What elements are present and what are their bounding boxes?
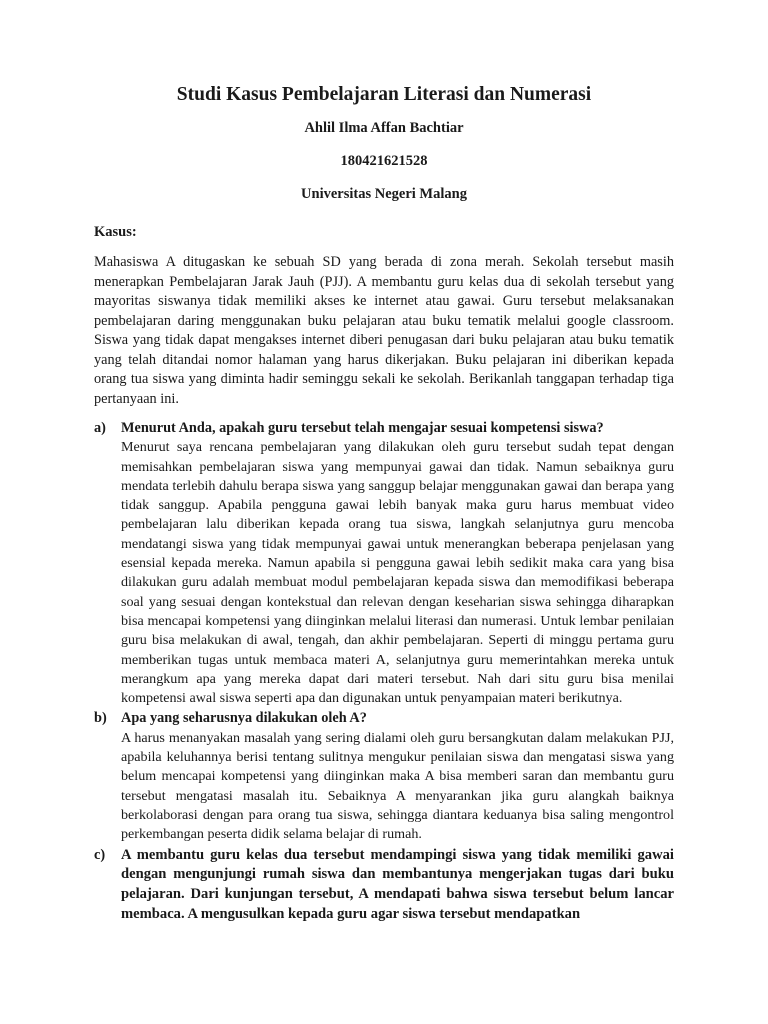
question-text: A membantu guru kelas dua tersebut mendampingi siswa yang tidak memiliki gawai dengan mengunjungi rumah siswa dan membantunya mengerjakan tugas dari buku pelajaran. Dari kunjungan tersebut, A mendapati bahwa siswa tersebut belum lancar membaca. A mengusulkan kepada guru agar siswa tersebut mendapatkan [121,846,674,922]
question-label: a) [94,420,106,436]
case-paragraph: Mahasiswa A ditugaskan ke sebuah SD yang berada di zona merah. Sekolah tersebut masih menerapkan Pembelajaran Jarak Jauh (PJJ). A membantu guru kelas dua di sekolah tersebut yang mayoritas siswanya tidak memiliki akses ke internet atau gawai. Guru tersebut melaksanakan pembelajaran daring menggunakan buku pelajaran atau buku tematik melalui google classroom. Siswa yang tidak dapat mengakses internet diberi penugasan dari buku pelajaran atau buku tematik yang telah ditandai nomor halaman yang harus dikerjakan. Buku pelajaran ini diberikan kepada orang tua siswa yang diminta hadir seminggu sekali ke sekolah. Berikanlah tanggapan terhadap tiga pertanyaan ini. [94,254,674,407]
answer-text: Menurut saya rencana pembelajaran yang dilakukan oleh guru tersebut sudah tepat dengan memisahkan pembelajaran siswa yang mempunyai gawai dan tidak. Namun sebaiknya guru mendata terlebih dahulu berapa siswa yang sanggup belajar menggunakan gawai dan berapa yang tidak sanggup. Apabila pengguna gawai lebih banyak maka guru harus membuat video pembelajaran lalu diberikan kepada orang tua siswa, langkah selanjutnya guru mencoba mendatangi siswa yang tidak mempunyai gawai untuk menerangkan beberapa penjelasan yang esensial kepada mereka. Namun apabila si pengguna gawai lebih sedikit maka cara yang bisa dilakukan guru adalah membuat modul pembelajaran kepada siswa dan memodifikasi beberapa soal yang sesuai dengan kontekstual dan relevan dengan keseharian siswa sehingga diharapkan bisa mencapai kompetensi yang diinginkan melalui literasi dan numerasi. Untuk lembar penilaian guru bisa melakukan di awal, tengah, dan akhir pembelajaran. Seperti di minggu pertama guru memberikan tugas untuk membaca materi A, selanjutnya guru memerintahkan mereka untuk merangkum apa yang mereka dapat dari materi tersebut. Nah dari situ guru bisa menilai kompetensi awal siswa seperti apa dan digunakan untuk penyampaian materi berikutnya. [121,439,674,707]
question-text: Apa yang seharusnya dilakukan oleh A? [121,710,367,727]
question-item-a [94,419,674,709]
question-text: Menurut Anda, apakah guru tersebut telah mengajar sesuai kompetensi siswa? [121,420,604,436]
author-name: Ahlil Ilma Affan Bachtiar [304,120,464,136]
question-body [121,709,674,845]
question-body [121,419,674,709]
answer-text: A harus menanyakan masalah yang sering dialami oleh guru bersangkutan dalam melakukan PJJ, apabila keluhannya berisi tentang sulitnya mengukur penilaian siswa dan mengatasi siswa yang belum mencapai kompetensi yang diinginkan maka A bisa memberi saran dan membantu guru tersebut mengatasi masalah itu. Sebaiknya A menyarankan jika guru alangkah baiknya berkolaborasi dengan para orang tua siswa, sehingga diantara keduanya bisa saling mengontrol perkembangan peserta didik selama belajar di rumah. [121,729,674,843]
question-body [121,846,674,925]
document-title: Studi Kasus Pembelajaran Literasi dan Numerasi [176,84,592,105]
question-item-b [94,709,674,845]
question-label: c) [94,846,106,863]
question-item-c [94,846,674,925]
case-heading: Kasus: [94,224,137,240]
university-name: Universitas Negeri Malang [301,186,467,202]
question-label: b) [94,710,107,727]
student-id: 180421621528 [340,153,428,169]
